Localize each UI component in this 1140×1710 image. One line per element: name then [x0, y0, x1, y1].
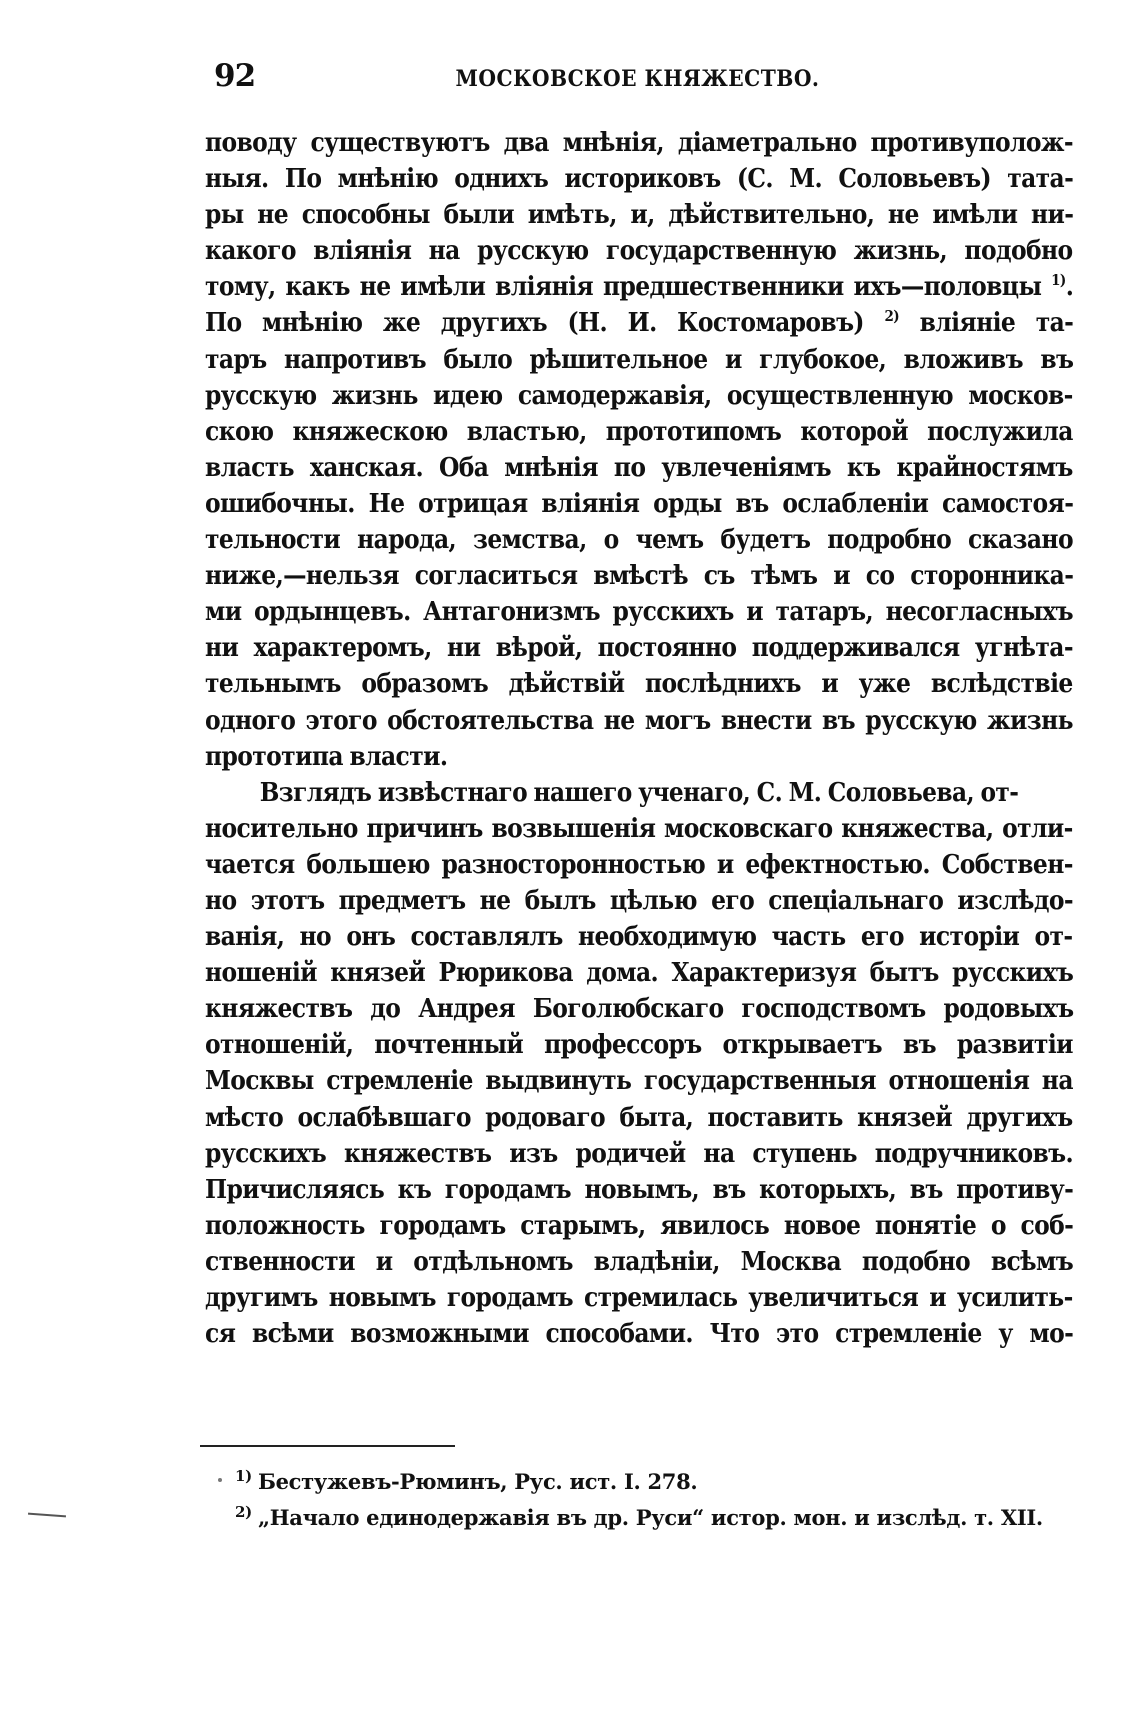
text-line: тому, какъ не имѣли вліянія предшественники ихъ—половцы $^{1)}$.: [205, 271, 1074, 303]
text-line: чается большею разносторонностью и ефектностью. Собствен-: [205, 849, 1073, 880]
footnote-1: $^{1)}$ Бестужевъ-Рюминъ, Рус. ист. I. 278.: [235, 1467, 698, 1494]
footnote-separator: [200, 1445, 455, 1447]
text-line: власть ханская. Оба мнѣнія по увлеченіямъ къ крайностямъ: [205, 452, 1073, 483]
text-line: тельнымъ образомъ дѣйствій послѣднихъ и уже вслѣдствіе: [205, 669, 1073, 700]
text-line: Причисляясь къ городамъ новымъ, въ которыхъ, въ противу-: [205, 1174, 1074, 1205]
text-line: положность городамъ старымъ, явилось новое понятіе о соб-: [205, 1210, 1074, 1241]
footnote-2: $^{2)}$ „Начало единодержавія въ др. Руси“ истор. мон. и изслѣд. т. XII.: [235, 1503, 1043, 1530]
body-text: [205, 125, 1073, 1352]
text-line: отношеній, почтенный профессоръ открываетъ въ развитіи: [205, 1030, 1073, 1061]
text-line: ношеній князей Рюрикова дома. Характеризуя бытъ русскихъ: [205, 958, 1074, 989]
text-line: ры не способны были имѣть, и, дѣйствительно, не имѣли ни-: [205, 200, 1074, 231]
text-line: княжествъ до Андрея Боголюбскаго господствомъ родовыхъ: [205, 994, 1074, 1025]
text-line: ни характеромъ, ни вѣрой, постоянно поддерживался угнѣта-: [205, 633, 1073, 664]
footnote-ref-1: 1): [1051, 271, 1066, 290]
running-header: [200, 58, 1075, 102]
text-line: ственности и отдѣльномъ владѣніи, Москва подобно всѣмъ: [205, 1246, 1074, 1277]
text-line: русскихъ княжествъ изъ родичей на ступень подручниковъ.: [205, 1138, 1074, 1169]
page-number: 92: [214, 58, 256, 94]
footnotes: [235, 1458, 1075, 1530]
scan-speck: [218, 1478, 222, 1482]
text-line: тельности народа, земства, о чемъ будетъ подробно сказано: [205, 525, 1073, 556]
text-line: мѣсто ослабѣвшаго родоваго быта, поставить князей другихъ: [205, 1102, 1073, 1133]
text-line: одного этого обстоятельства не могъ внести въ русскую жизнь: [205, 705, 1073, 736]
text-line: ванія, но онъ составлялъ необходимую часть его исторіи от-: [205, 922, 1073, 953]
footnote-ref-2: 2): [884, 307, 900, 326]
text-line: какого вліянія на русскую государственную жизнь, подобно: [205, 236, 1073, 267]
text-line: скою княжескою властью, прототипомъ которой послужила: [205, 416, 1073, 447]
paragraph-start-line: Взглядъ извѣстнаго нашего ученаго, С. М. Соловьева, от-: [259, 777, 1019, 808]
running-title: МОСКОВСКОЕ КНЯЖЕСТВО.: [455, 66, 820, 92]
text-line: ся всѣми возможными способами. Что это стремленіе у мо-: [205, 1319, 1074, 1350]
text-line: Москвы стремленіе выдвинуть государственныя отношенія на: [205, 1066, 1073, 1097]
scan-mark: [28, 1513, 66, 1518]
text-line: ныя. По мнѣнію однихъ историковъ (С. М. Соловьевъ) тата-: [205, 164, 1074, 195]
text-line: ниже,—нельзя согласиться вмѣстѣ съ тѣмъ и со сторонника-: [205, 561, 1074, 592]
text-line: прототипа власти.: [205, 741, 448, 772]
text-line: таръ напротивъ было рѣшительное и глубокое, вложивъ въ: [205, 344, 1074, 375]
text-line: русскую жизнь идею самодержавія, осуществленную москов-: [205, 380, 1073, 411]
text-line: носительно причинъ возвышенія московскаго княжества, отли-: [205, 813, 1073, 844]
text-line: ми ордынцевъ. Антагонизмъ русскихъ и татаръ, несогласныхъ: [205, 597, 1073, 628]
text-line: поводу существуютъ два мнѣнія, діаметрально противуполож-: [205, 128, 1074, 158]
text-line: другимъ новымъ городамъ стремилась увеличиться и усилить-: [205, 1283, 1073, 1313]
text-line: По мнѣнію же другихъ (Н. И. Костомаровъ) $^{2)}$ вліяніе та-: [205, 307, 1074, 339]
text-line: но этотъ предметъ не былъ цѣлью его спеціальнаго изслѣдо-: [205, 885, 1073, 916]
text-line: ошибочны. Не отрицая вліянія орды въ ослабленіи самостоя-: [205, 488, 1074, 519]
